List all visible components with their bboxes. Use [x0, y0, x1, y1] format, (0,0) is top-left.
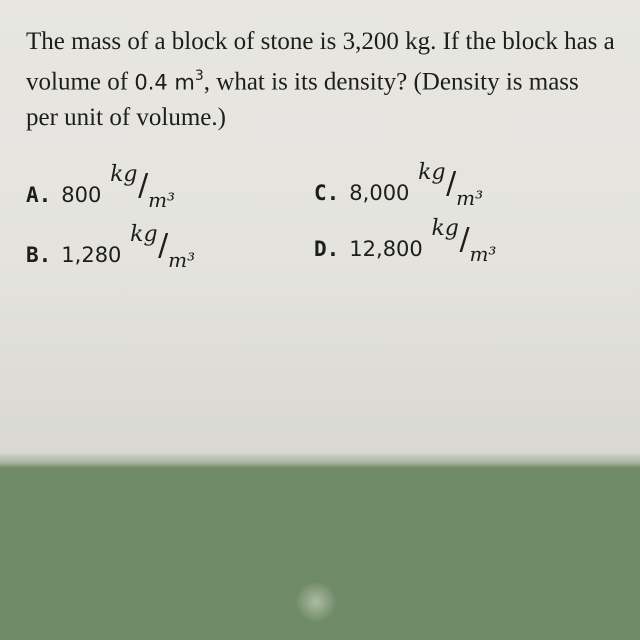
question-part-1: The mass of a block of stone is 3,200 kg. If the block has a volume of — [26, 28, 615, 96]
choice-a[interactable] — [26, 162, 176, 216]
paper-edge — [0, 454, 640, 468]
choice-value: 12,800 — [349, 237, 423, 261]
choice-value: 1,280 — [61, 243, 122, 267]
choice-b[interactable] — [26, 222, 196, 276]
density-unit — [429, 216, 497, 270]
choice-letter: D. — [314, 237, 340, 261]
density-unit — [108, 162, 176, 216]
choice-c[interactable] — [314, 160, 484, 214]
volume-exponent: 3 — [194, 68, 204, 84]
choice-value: 800 — [61, 183, 102, 207]
unit-denominator: m³ — [469, 242, 497, 266]
choice-d[interactable] — [314, 216, 497, 270]
choice-value: 8,000 — [349, 181, 410, 205]
question-part-2: , what is its density? (Density is mass per unit of volume.) — [26, 68, 579, 132]
unit-numerator: kg — [110, 162, 138, 187]
density-unit — [128, 222, 196, 276]
unit-slash: / — [459, 222, 470, 257]
unit-denominator: m³ — [168, 248, 196, 272]
choice-letter: A. — [26, 183, 52, 207]
choice-letter: C. — [314, 181, 340, 205]
unit-slash: / — [158, 228, 169, 263]
unit-slash: / — [138, 168, 149, 203]
table-surface-mark — [296, 580, 336, 624]
unit-denominator: m³ — [456, 186, 484, 210]
unit-numerator: kg — [431, 216, 459, 241]
unit-numerator: kg — [130, 222, 158, 247]
unit-slash: / — [446, 166, 457, 201]
unit-numerator: kg — [418, 160, 446, 185]
question-text — [26, 24, 616, 135]
density-unit — [416, 160, 484, 214]
volume-value: 0.4 m — [134, 70, 195, 95]
unit-denominator: m³ — [148, 188, 176, 212]
choice-letter: B. — [26, 243, 52, 267]
